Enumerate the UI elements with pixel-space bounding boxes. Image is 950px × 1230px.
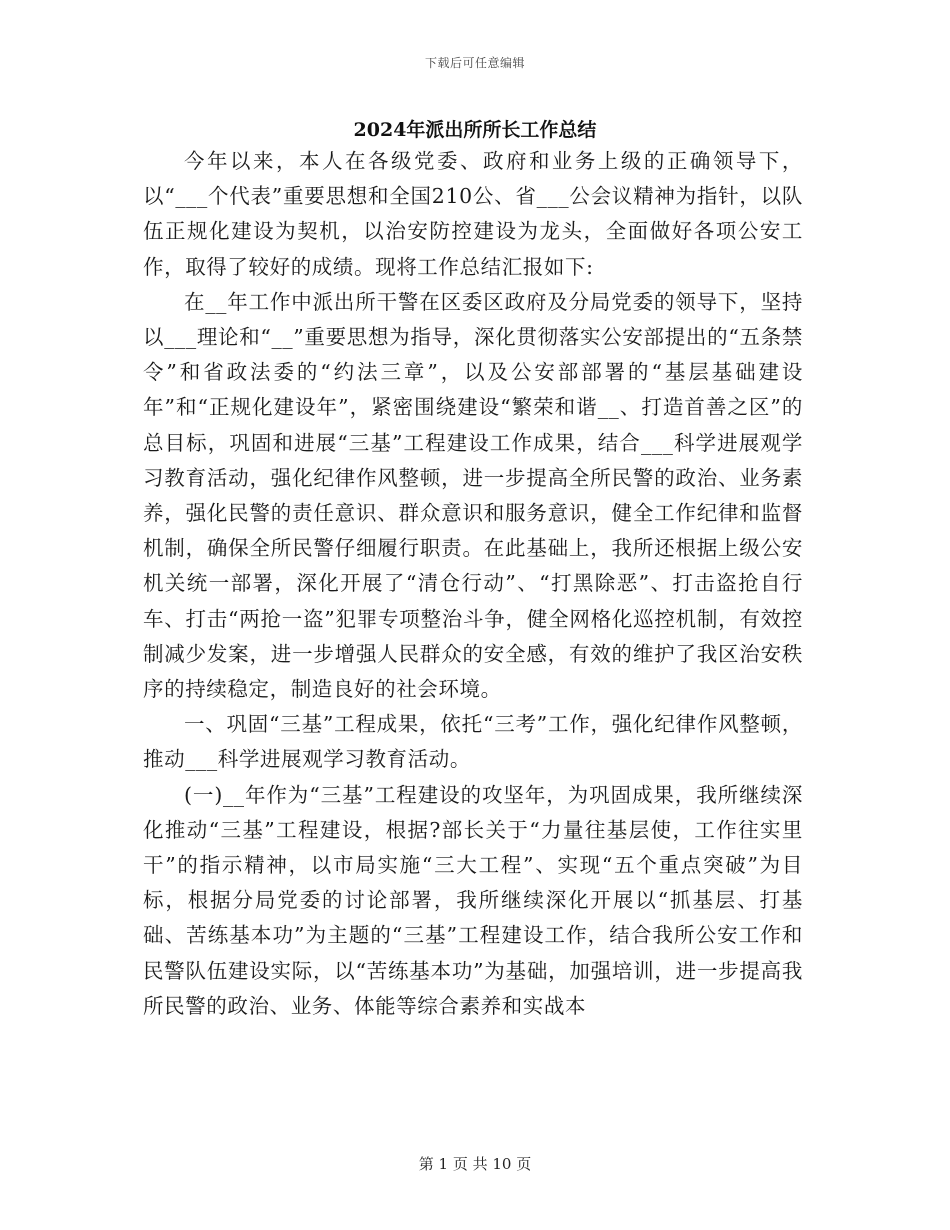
paragraph-overview: 在__年工作中派出所干警在区委区政府及分局党委的领导下，坚持以___理论和“__”重要思想为指导，深化贯彻落实公安部提出的“五条禁令”和省政法委的“约法三章”，以及公安部部署的“基层基础建设年”和“正规化建设年”，紧密围绕建设“繁荣和谐__、打造首善之区”的总目标，巩固和进展“三基”工程建设工作成果，结合___科学进展观学习教育活动，强化纪律作风整顿，进一步提高全所民警的政治、业务素养，强化民警的责任意识、群众意识和服务意识，健全工作纪律和监督机制，确保全所民警仔细履行职责。在此基础上，我所还根据上级公安机关统一部署，深化开展了“清仓行动”、“打黑除恶”、打击盗抢自行车、打击“两抢一盗”犯罪专项整治斗争，健全网格化巡控机制，有效控制减少发案，进一步增强人民群众的安全感，有效的维护了我区治安秩序的持续稳定，制造良好的社会环境。 xyxy=(143,289,803,702)
paragraph-intro: 今年以来，本人在各级党委、政府和业务上级的正确领导下，以“___个代表”重要思想和全国210公、省___公会议精神为指针，以队伍正规化建设为契机，以治安防控建设为龙头，全面做好各项公安工作，取得了较好的成绩。现将工作总结汇报如下: xyxy=(143,149,803,279)
document-body xyxy=(143,144,803,1024)
paragraph-section-heading: 一、巩固“三基”工程成果，依托“三考”工作，强化纪律作风整顿，推动___科学进展观学习教育活动。 xyxy=(143,712,803,772)
paragraph-subsection-one: (一)__年作为“三基”工程建设的攻坚年，为巩固成果，我所继续深化推动“三基”工程建设，根据?部长关于“力量往基层使，工作往实里干”的指示精神，以市局实施“三大工程”、实现“五个重点突破”为目标，根据分局党委的讨论部署，我所继续深化开展以“抓基层、打基础、苦练基本功”为主题的“三基”工程建设工作，结合我所公安工作和民警队伍建设实际，以“苦练基本功”为基础，加强培训，进一步提高我所民警的政治、业务、体能等综合素养和实战本 xyxy=(143,782,803,1018)
header-note: 下载后可任意编辑 xyxy=(424,56,525,70)
page-number-footer: 第 1 页 共 10 页 xyxy=(418,1155,532,1173)
document-title: 2024年派出所所长工作总结 xyxy=(353,119,597,141)
